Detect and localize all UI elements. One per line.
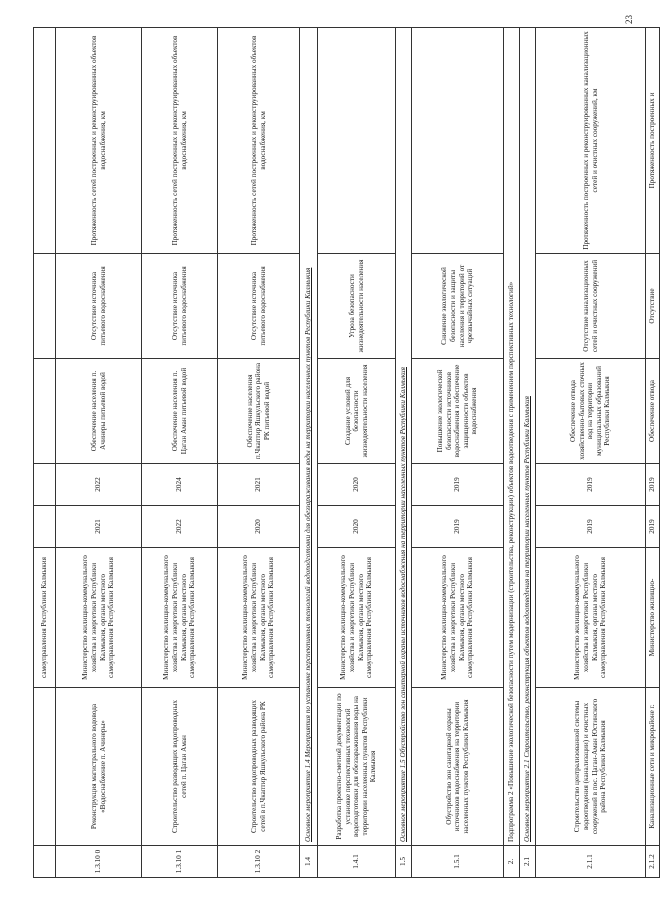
start-year: 2020 (218, 506, 300, 548)
indicator-cell (412, 28, 504, 254)
executor: Министерство жилищно-коммунального хозяйства и энергетики Республики Калмыкия, органы местного самоуправления Республики Калмыкия (142, 548, 218, 688)
measure-name (34, 688, 56, 846)
indicator-cell (34, 28, 56, 254)
executor: Министерство жилищно-коммунального хозяйства и энергетики Республики Калмыкия, органы местного самоуправления Республики Калмыкия (318, 548, 396, 688)
section-row (300, 28, 318, 878)
row-number: 1.3.10 2 (218, 846, 300, 878)
measure-name: Строительство разводящих водопроводных сетей п. Цаган Аман (142, 688, 218, 846)
row-number: 1.4.1 (318, 846, 396, 878)
consequence-cell: Угроза безопасности жизнедеятельности населения (318, 254, 396, 359)
executor: самоуправления Республики Калмыкия (34, 548, 56, 688)
measure-name: Разработка проектно-сметной документации по установке перспективных технологий водоподготовки для обеззараживания воды на территории населенных пунктов Республики Калмыкия (318, 688, 396, 846)
section-title: Подпрограмма 2 «Повышение экологической безопасности путем модернизации (строительства, реконструкции) объектов водоотведения с применением перспективных технологий» (504, 28, 520, 846)
executor: Министерство жилищно-коммунального хозяйства и энергетики Республики Калмыкия, органы местного самоуправления Республики Калмыкия (536, 548, 646, 688)
consequence-cell (34, 254, 56, 359)
row-number: 2. (504, 846, 520, 878)
measure-name: Реконструкция магистрального водовода «Водоснабжение п. Ачинеры» (56, 688, 142, 846)
indicator-cell: Протяженность сетей построенных и реконструированных объектов водоснабжения, км (56, 28, 142, 254)
end-year (34, 464, 56, 506)
consequence-cell: Отсутствие источника питьевого водоснабжения (218, 254, 300, 359)
row-number: 2.1.1 (536, 846, 646, 878)
end-year: 2021 (218, 464, 300, 506)
row-number (34, 846, 56, 878)
program-table (33, 27, 660, 878)
section-row (520, 28, 536, 878)
consequence-cell: Отсутствие канализационных сетей и очистных сооружений (536, 254, 646, 359)
measure-name: Канализационные сети и микрорайоне г. (646, 688, 660, 846)
row-number: 1.3.10 0 (56, 846, 142, 878)
expected-result: Обеспечение населения п. Ачинеры питьевой водой (56, 359, 142, 464)
indicator-cell: Протяженность построенных и (646, 28, 660, 254)
executor: Министерство жилищно- (646, 548, 660, 688)
expected-result: Обеспечение населения п. Цаган Аман питьевой водой (142, 359, 218, 464)
start-year: 2020 (318, 506, 396, 548)
table-row (56, 28, 142, 878)
executor: Министерство жилищно-коммунального хозяйства и энергетики Республики Калмыкия, органы местного самоуправления Республики Калмыкия (56, 548, 142, 688)
table-row (218, 28, 300, 878)
expected-result: Обеспечение отвода (646, 359, 660, 464)
row-number: 2.1.2 (646, 846, 660, 878)
section-title: Основное мероприятие 2.1 Строительство, реконструкция объектов водоотведения на территории населенных пунктов Республики Калмыкия (520, 28, 536, 846)
table-row (412, 28, 504, 878)
indicator-cell: Протяженность построенных и реконструированных канализационных сетей и очистных сооружений, км (536, 28, 646, 254)
indicator-cell (318, 28, 396, 254)
end-year: 2019 (646, 464, 660, 506)
row-number: 1.5 (396, 846, 412, 878)
indicator-cell: Протяженность сетей построенных и реконструированных объектов водоснабжения, км (142, 28, 218, 254)
consequence-cell: Снижение экологической безопасности и защиты населения и территорий от чрезвычайных ситуаций (412, 254, 504, 359)
start-year (34, 506, 56, 548)
end-year: 2022 (56, 464, 142, 506)
row-number: 1.4 (300, 846, 318, 878)
start-year: 2019 (412, 506, 504, 548)
start-year: 2021 (56, 506, 142, 548)
consequence-cell: Отсутствие (646, 254, 660, 359)
measure-name: Строительство централизованной системы водоотведения (канализации) и очистных сооружений в пос. Цаган-Аман Юстинского района Республики Калмыкия (536, 688, 646, 846)
start-year: 2022 (142, 506, 218, 548)
table-body (34, 28, 660, 878)
expected-result: Создание условий для безопасности жизнедеятельности населения (318, 359, 396, 464)
table-row (318, 28, 396, 878)
table-row (646, 28, 660, 878)
consequence-cell: Отсутствие источника питьевого водоснабжения (142, 254, 218, 359)
consequence-cell: Отсутствие источника питьевого водоснабжения (56, 254, 142, 359)
row-number: 1.3.10 1 (142, 846, 218, 878)
start-year: 2019 (536, 506, 646, 548)
row-number: 2.1 (520, 846, 536, 878)
measure-name: Обустройство зон санитарной охраны источников водоснабжения на территории населенных пунктов Республики Калмыкия (412, 688, 504, 846)
executor: Министерство жилищно-коммунального хозяйства и энергетики Республики Калмыкия, органы местного самоуправления Республики Калмыкия (218, 548, 300, 688)
section-title: Основное мероприятие 1.5 Обустройство зон санитарной охраны источников водоснабжения на территории населенных пунктов Республики Калмыкия (396, 28, 412, 846)
start-year: 2019 (646, 506, 660, 548)
rotated-page (33, 28, 657, 878)
measure-name: Строительство водопроводных разводящих сетей в п.Чкаптир Яшкульского района РК (218, 688, 300, 846)
page-number: 23 (624, 15, 634, 24)
end-year: 2024 (142, 464, 218, 506)
expected-result: Обеспечение населения п.Чкаптир Яшкульского района РК питьевой водой (218, 359, 300, 464)
end-year: 2019 (536, 464, 646, 506)
expected-result: Повышение экологической безопасности источников водоснабжения и обеспечение защищенности объектов водоснабжения (412, 359, 504, 464)
end-year: 2020 (318, 464, 396, 506)
row-number: 1.5.1 (412, 846, 504, 878)
table-row (142, 28, 218, 878)
end-year: 2019 (412, 464, 504, 506)
expected-result: Обеспечение отвода хозяйственно-бытовых сточных вод на территории муниципальных образований Республики Калмыкия (536, 359, 646, 464)
executor: Министерство жилищно-коммунального хозяйства и энергетики Республики Калмыкия, органы местного самоуправления Республики Калмыкия (412, 548, 504, 688)
section-row (396, 28, 412, 878)
expected-result (34, 359, 56, 464)
indicator-cell: Протяженность сетей построенных и реконструированных объектов водоснабжения, км (218, 28, 300, 254)
section-title: Основное мероприятие 1.4 Мероприятия по установке перспективных технологий водоподготовки для обеззараживания воды на территории населенных пунктов Республики Калмыкия (300, 28, 318, 846)
table-row (34, 28, 56, 878)
section-row (504, 28, 520, 878)
table-row (536, 28, 646, 878)
